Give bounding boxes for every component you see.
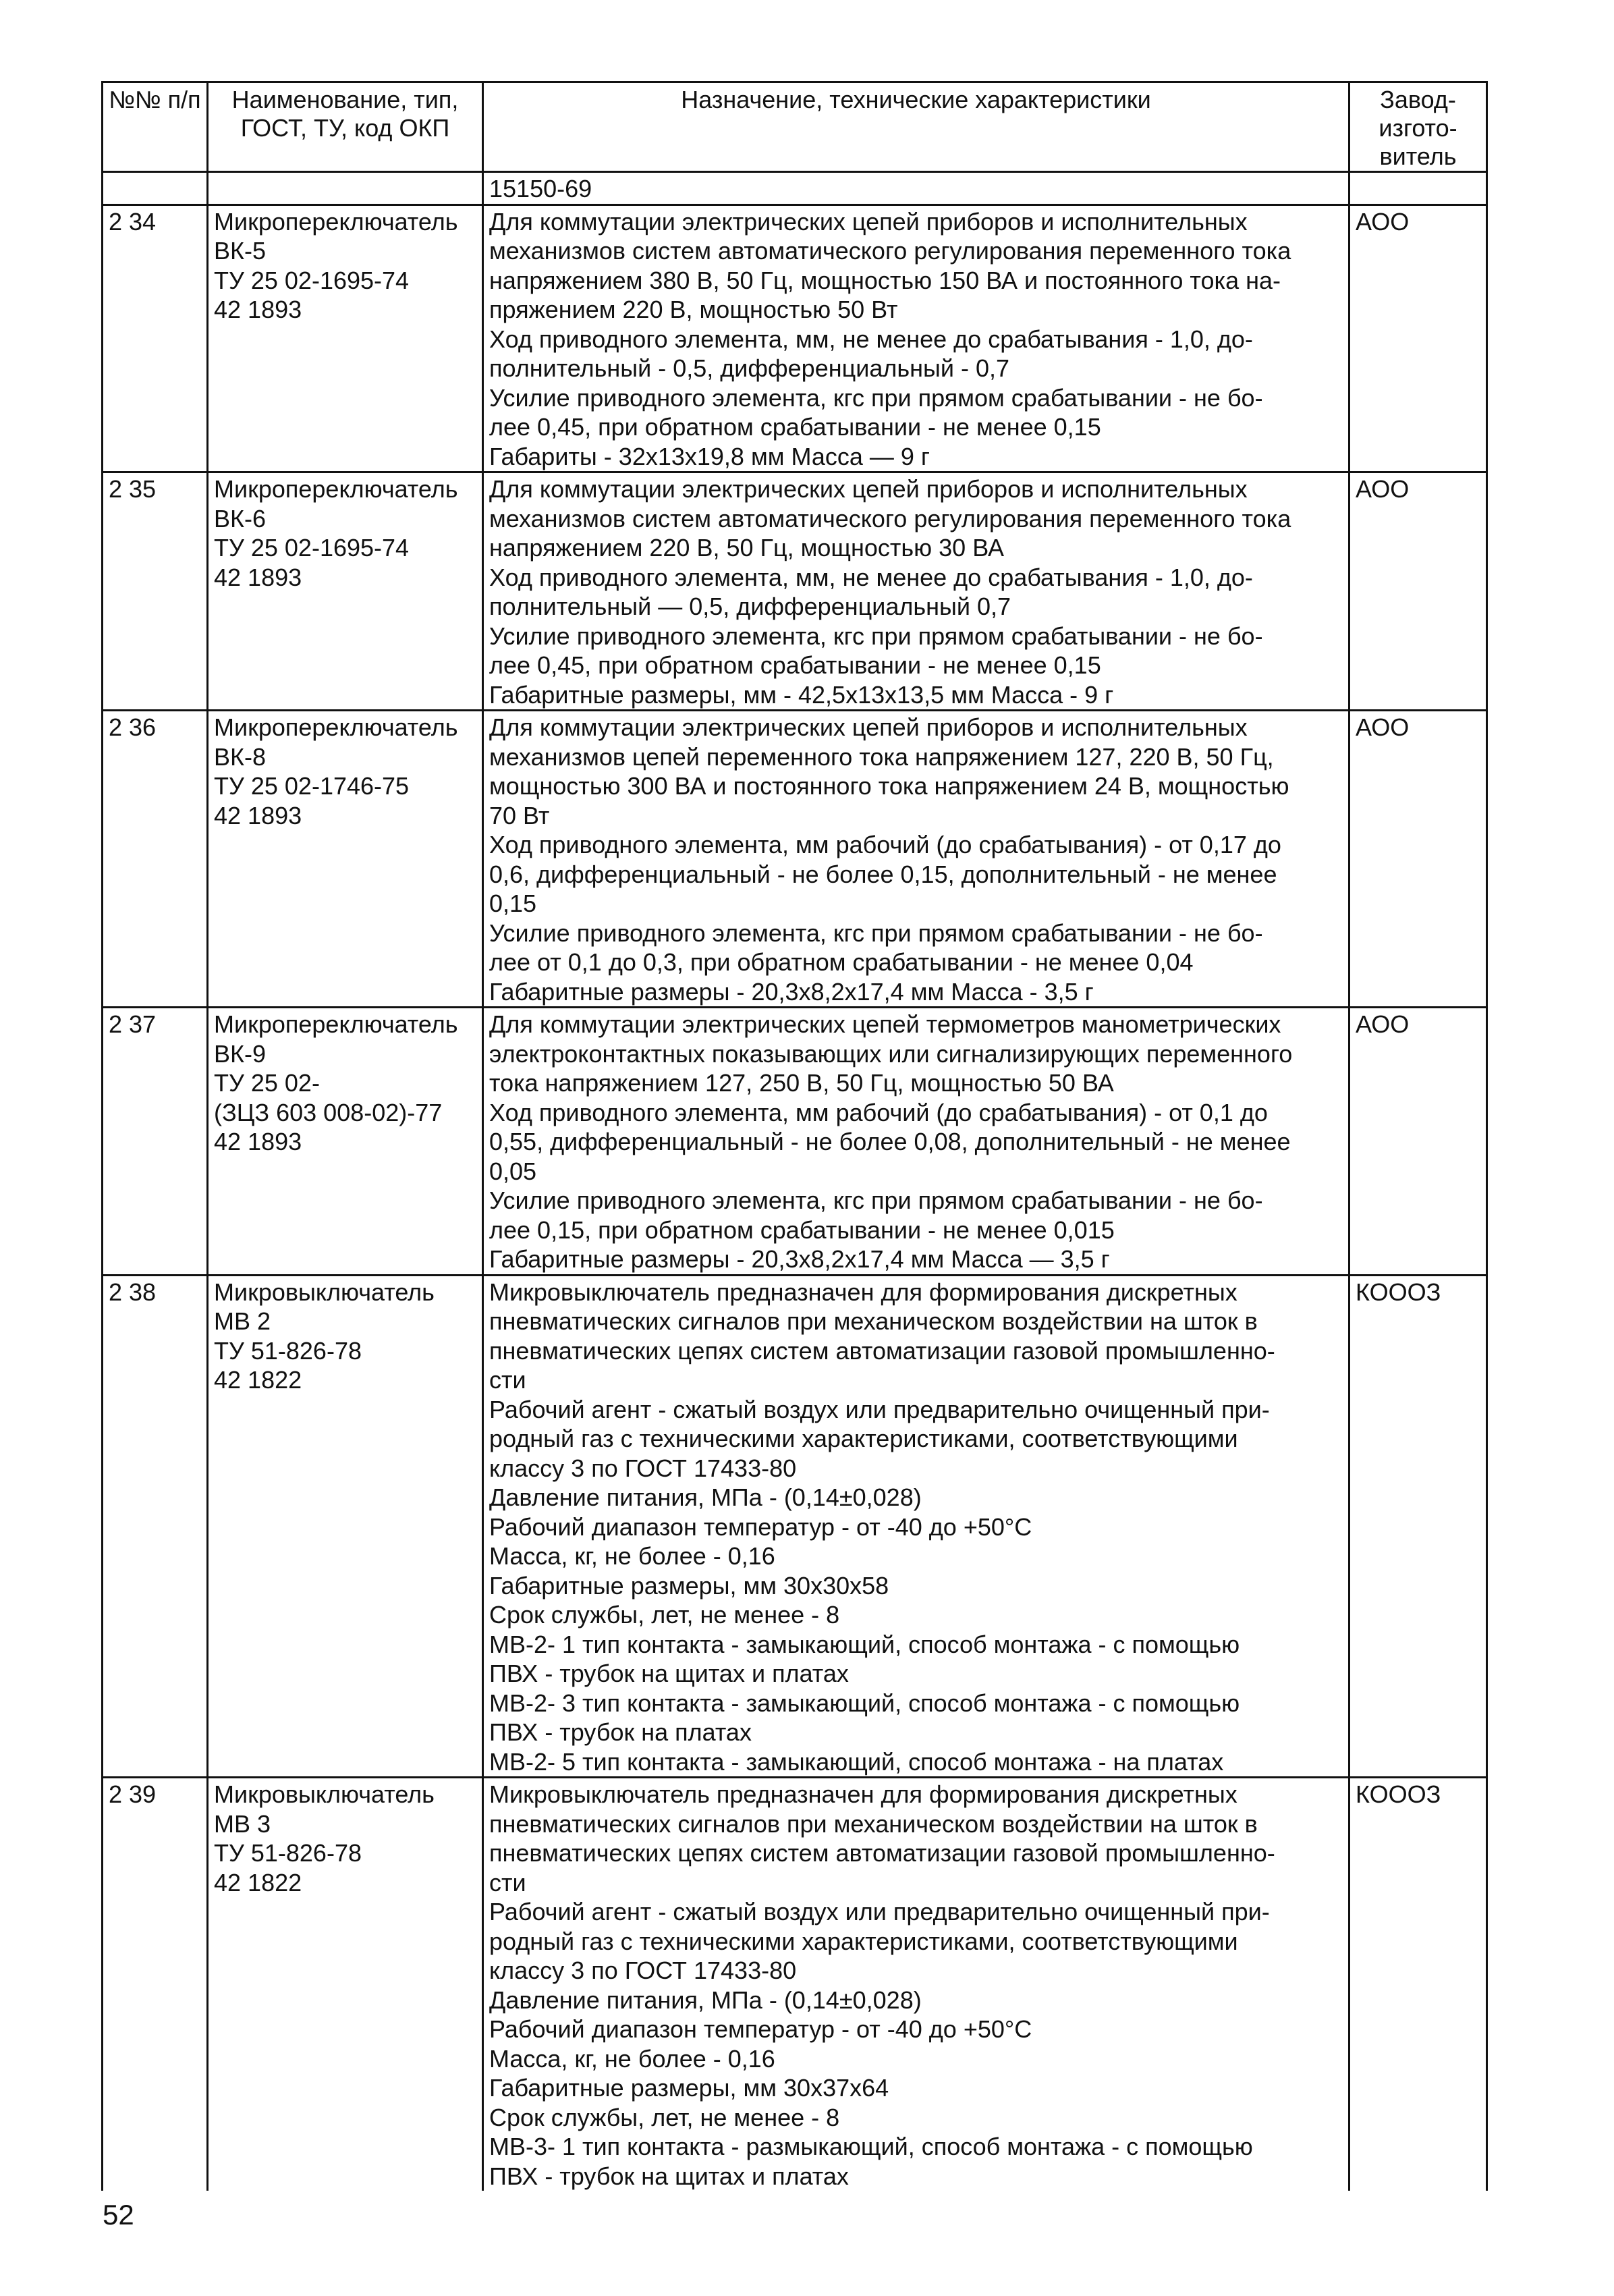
purpose-line: механизмов систем автоматического регулирования переменного тока [489, 504, 1291, 532]
header-maker: Завод- изгото- витель [1349, 82, 1487, 172]
table-row [103, 1778, 1487, 2191]
purpose-line: ПВХ - трубок на щитах и платах [489, 2162, 849, 2190]
purpose-line: 0,55, дифференциальный - не более 0,08, дополнительный - не менее [489, 1128, 1291, 1155]
purpose-line: Усилие приводного элемента, кгс при прямом срабатывании - не бо- [489, 1186, 1263, 1214]
row-product-name [208, 1008, 483, 1276]
purpose-line: классу 3 по ГОСТ 17433-80 [489, 1454, 797, 1482]
purpose-line: ПВХ - трубок на платах [489, 1718, 752, 1746]
row-number: 2 39 [103, 1778, 208, 2191]
purpose-line: 0,05 [489, 1157, 537, 1185]
purpose-line: Для коммутации электрических цепей термометров манометрических [489, 1010, 1281, 1038]
purpose-line: Для коммутации электрических цепей приборов и исполнительных [489, 475, 1248, 503]
name-line: Микропереключатель [214, 1010, 458, 1038]
purpose-line: лее 0,45, при обратном срабатывании - не менее 0,15 [489, 413, 1101, 441]
purpose-line: Усилие приводного элемента, кгс при прямом срабатывании - не бо- [489, 383, 1263, 412]
name-line: ТУ 25 02- [214, 1069, 320, 1097]
purpose-line: Масса, кг, не более - 0,16 [489, 1542, 775, 1570]
name-line: 42 1893 [214, 296, 302, 323]
purpose-line: Усилие приводного элемента, кгс при прямом срабатывании - не бо- [489, 919, 1263, 947]
purpose-line: Габаритные размеры, мм 30x30x58 [489, 1571, 889, 1600]
table-header [103, 82, 1487, 172]
purpose-line: родный газ с техническими характеристиками, соответствующими [489, 1927, 1238, 1955]
purpose-line: лее 0,45, при обратном срабатывании - не менее 0,15 [489, 651, 1101, 679]
purpose-line: Ход приводного элемента, мм рабочий (до срабатывания) - от 0,1 до [489, 1098, 1268, 1126]
header-purpose: Назначение, технические характеристики [483, 82, 1349, 172]
purpose-line: МВ-3- 1 тип контакта - размыкающий, способ монтажа - с помощью [489, 2133, 1253, 2160]
purpose-line: напряжением 380 В, 50 Гц, мощностью 150 ВА и постоянного тока на- [489, 266, 1281, 294]
name-line: Микровыключатель [214, 1278, 435, 1306]
name-line: Микропереключатель [214, 713, 458, 741]
row-product-name [208, 204, 483, 472]
name-line: 42 1893 [214, 1128, 302, 1155]
purpose-line: Габаритные размеры, мм - 42,5x13x13,5 мм Масса - 9 г [489, 680, 1114, 709]
purpose-line: Рабочий диапазон температур - от -40 до +50°С [489, 1512, 1032, 1541]
row-purpose [483, 1008, 1349, 1276]
purpose-line: родный газ с техническими характеристиками, соответствующими [489, 1425, 1238, 1452]
purpose-line: Усилие приводного элемента, кгс при прямом срабатывании - не бо- [489, 622, 1263, 650]
purpose-line: МВ-2- 3 тип контакта - замыкающий, способ монтажа - с помощью [489, 1689, 1240, 1717]
purpose-line: Габаритные размеры - 20,3x8,2x17,4 мм Масса - 3,5 г [489, 977, 1094, 1006]
purpose-line: 0,6, дифференциальный - не более 0,15, дополнительный - не менее [489, 860, 1277, 888]
row-product-name [208, 472, 483, 711]
row-manufacturer: АОО [1349, 1008, 1487, 1276]
name-line: МВ 2 [214, 1307, 271, 1335]
purpose-line: Ход приводного элемента, мм, не менее до срабатывания - 1,0, до- [489, 563, 1253, 591]
purpose-line: Давление питания, МПа - (0,14±0,028) [489, 1986, 922, 2014]
name-line: ТУ 25 02-1695-74 [214, 534, 410, 562]
purpose-line: Для коммутации электрических цепей приборов и исполнительных [489, 713, 1248, 741]
purpose-line: сти [489, 1366, 526, 1394]
purpose-line: МВ-2- 5 тип контакта - замыкающий, способ монтажа - на платах [489, 1747, 1224, 1776]
table-row [103, 1275, 1487, 1778]
row-manufacturer: КОООЗ [1349, 1778, 1487, 2191]
row-number: 2 34 [103, 204, 208, 472]
purpose-line: Давление питания, МПа - (0,14±0,028) [489, 1483, 922, 1511]
row-manufacturer: АОО [1349, 204, 1487, 472]
spec-table [101, 81, 1488, 2191]
purpose-line: мощностью 300 ВА и постоянного тока напряжением 24 В, мощностью [489, 772, 1289, 800]
purpose-line: пневматических сигналов при механическом воздействии на шток в [489, 1809, 1258, 1838]
purpose-line: пневматических цепях систем автоматизации газовой промышленно- [489, 1336, 1275, 1365]
name-line: ВК-8 [214, 742, 266, 771]
row-purpose [483, 1275, 1349, 1778]
name-line: Микровыключатель [214, 1780, 435, 1808]
table-row [103, 711, 1487, 1008]
purpose-line: Масса, кг, не более - 0,16 [489, 2044, 775, 2073]
purpose-line: Рабочий диапазон температур - от -40 до +50°С [489, 2015, 1032, 2043]
purpose-line: механизмов цепей переменного тока напряжением 127, 220 В, 50 Гц, [489, 742, 1274, 771]
row-number: 2 36 [103, 711, 208, 1008]
row-product-name [208, 1275, 483, 1778]
purpose-line: Срок службы, лет, не менее - 8 [489, 1601, 840, 1629]
purpose-line: Габаритные размеры - 20,3x8,2x17,4 мм Масса — 3,5 г [489, 1245, 1110, 1273]
row-number: 2 35 [103, 472, 208, 711]
purpose-line: Ход приводного элемента, мм, не менее до срабатывания - 1,0, до- [489, 325, 1253, 353]
row-manufacturer: КОООЗ [1349, 1275, 1487, 1778]
name-line: ТУ 51-826-78 [214, 1839, 362, 1867]
purpose-line: 0,15 [489, 890, 537, 917]
page-number: 52 [103, 2199, 134, 2231]
header-num: №№ п/п [103, 82, 208, 172]
purpose-line: МВ-2- 1 тип контакта - замыкающий, способ монтажа - с помощью [489, 1630, 1240, 1658]
row-product-name [208, 711, 483, 1008]
purpose-line: полнительный - 0,5, дифференциальный - 0,7 [489, 354, 1010, 382]
purpose-line: Микровыключатель предназначен для формирования дискретных [489, 1780, 1237, 1808]
name-line: ТУ 25 02-1746-75 [214, 772, 410, 800]
name-line: 42 1893 [214, 801, 302, 829]
row-purpose [483, 711, 1349, 1008]
purpose-line: Микровыключатель предназначен для формирования дискретных [489, 1278, 1237, 1306]
purpose-line: ПВХ - трубок на щитах и платах [489, 1660, 849, 1687]
row-manufacturer: АОО [1349, 711, 1487, 1008]
purpose-line: сти [489, 1868, 526, 1896]
table-row-standard [103, 172, 1487, 205]
purpose-line: 70 Вт [489, 801, 550, 829]
name-line: ВК-9 [214, 1039, 266, 1068]
purpose-line: Рабочий агент - сжатый воздух или предварительно очищенный при- [489, 1395, 1270, 1423]
purpose-line: лее 0,15, при обратном срабатывании - не менее 0,015 [489, 1215, 1115, 1244]
purpose-line: полнительный — 0,5, дифференциальный 0,7 [489, 593, 1011, 620]
row-purpose [483, 472, 1349, 711]
purpose-line: пневматических цепях систем автоматизации газовой промышленно- [489, 1839, 1275, 1867]
purpose-line: механизмов систем автоматического регулирования переменного тока [489, 237, 1291, 265]
purpose-line: Рабочий агент - сжатый воздух или предварительно очищенный при- [489, 1898, 1270, 1925]
name-line: ТУ 25 02-1695-74 [214, 266, 410, 294]
table-row [103, 1008, 1487, 1276]
row-purpose [483, 204, 1349, 472]
purpose-line: Ход приводного элемента, мм рабочий (до срабатывания) - от 0,17 до [489, 831, 1281, 858]
name-line: 42 1822 [214, 1366, 302, 1394]
purpose-line: напряжением 220 В, 50 Гц, мощностью 30 ВА [489, 534, 1005, 562]
name-line: ТУ 51-826-78 [214, 1336, 362, 1365]
header-name: Наименование, тип, ГОСТ, ТУ, код ОКП [208, 82, 483, 172]
purpose-line: пневматических сигналов при механическом воздействии на шток в [489, 1307, 1258, 1335]
row-product-name [208, 1778, 483, 2191]
standard-cell: 15150-69 [483, 172, 1349, 205]
name-line: МВ 3 [214, 1809, 271, 1838]
name-line: 42 1893 [214, 563, 302, 591]
name-line: Микропереключатель [214, 475, 458, 503]
purpose-line: Габаритные размеры, мм 30x37x64 [489, 2074, 889, 2102]
name-line: 42 1822 [214, 1868, 302, 1896]
purpose-line: классу 3 по ГОСТ 17433-80 [489, 1957, 797, 1984]
row-purpose [483, 1778, 1349, 2191]
purpose-line: Срок службы, лет, не менее - 8 [489, 2103, 840, 2131]
table-row [103, 204, 1487, 472]
row-number: 2 37 [103, 1008, 208, 1276]
name-line: (ЗЦЗ 603 008-02)-77 [214, 1098, 443, 1126]
row-manufacturer: АОО [1349, 472, 1487, 711]
table-row [103, 472, 1487, 711]
name-line: ВК-5 [214, 237, 266, 265]
purpose-line: Габариты - 32x13x19,8 мм Масса — 9 г [489, 442, 930, 470]
row-number: 2 38 [103, 1275, 208, 1778]
purpose-line: электроконтактных показывающих или сигнализирующих переменного [489, 1039, 1293, 1068]
name-line: Микропереключатель [214, 207, 458, 236]
purpose-line: лее от 0,1 до 0,3, при обратном срабатывании - не менее 0,04 [489, 948, 1194, 976]
purpose-line: тока напряжением 127, 250 В, 50 Гц, мощностью 50 ВА [489, 1069, 1114, 1097]
purpose-line: Для коммутации электрических цепей приборов и исполнительных [489, 207, 1248, 236]
name-line: ВК-6 [214, 504, 266, 532]
purpose-line: пряжением 220 В, мощностью 50 Вт [489, 296, 898, 323]
